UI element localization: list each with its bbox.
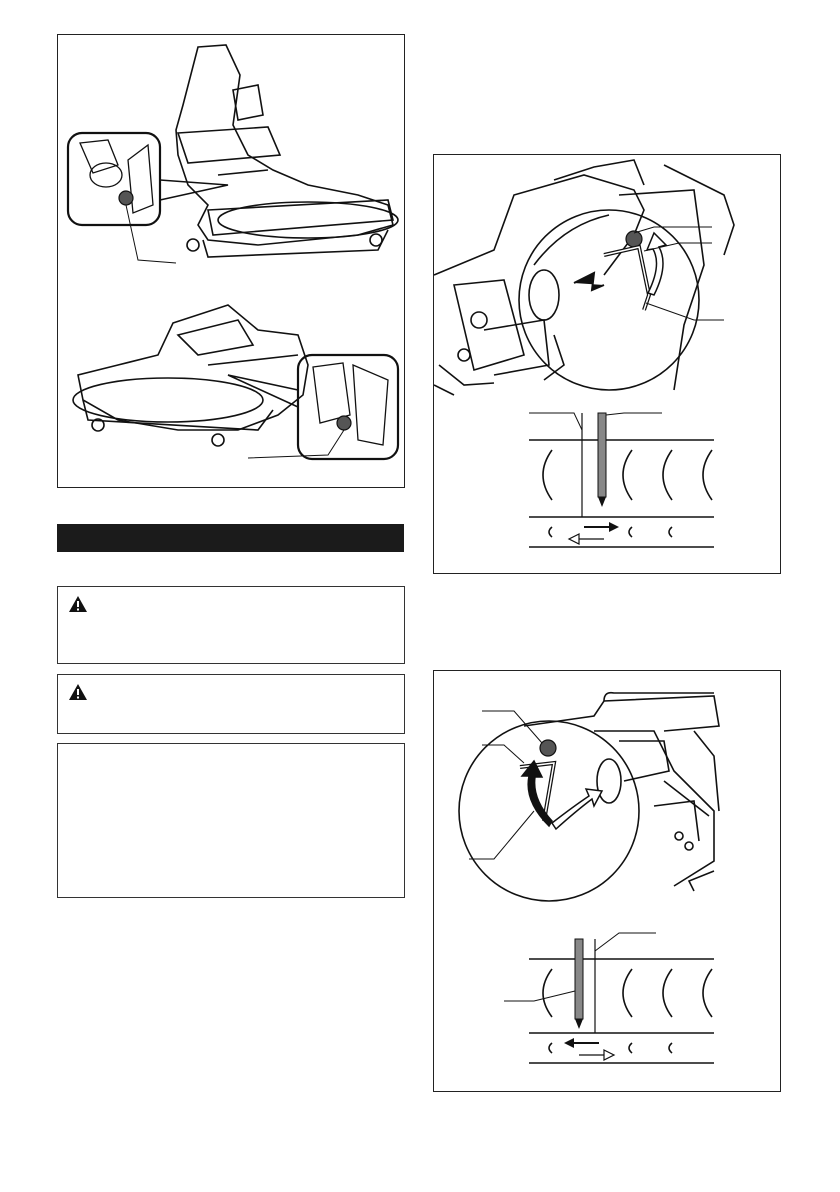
warning-box [57,586,405,664]
bolt-icon [540,740,556,756]
section-header-text [57,530,65,546]
blade-icon [598,413,606,497]
bolt-icon [626,231,642,247]
arrow-icon [574,273,604,290]
right-bevel-illustration [434,671,782,1093]
bolt-icon [119,191,133,205]
warning-triangle-icon [68,683,88,701]
saw-bolts-illustration [58,35,406,489]
warning-triangle-icon [68,595,88,613]
section-header-bar [57,524,404,552]
arrow-right-icon [609,522,619,532]
figure-saw-bolts [57,34,405,488]
arrow-icon [552,789,602,829]
warning-box [57,674,405,734]
left-bevel-illustration [434,155,782,575]
arrow-icon [647,233,666,295]
blade-icon [575,939,583,1019]
note-box [57,743,405,898]
arrow-left-icon [564,1038,574,1048]
bolt-icon [337,416,351,430]
figure-right-bevel [433,670,781,1092]
figure-left-bevel [433,154,781,574]
arrow-left-icon [569,534,579,544]
arrow-right-icon [604,1050,614,1060]
